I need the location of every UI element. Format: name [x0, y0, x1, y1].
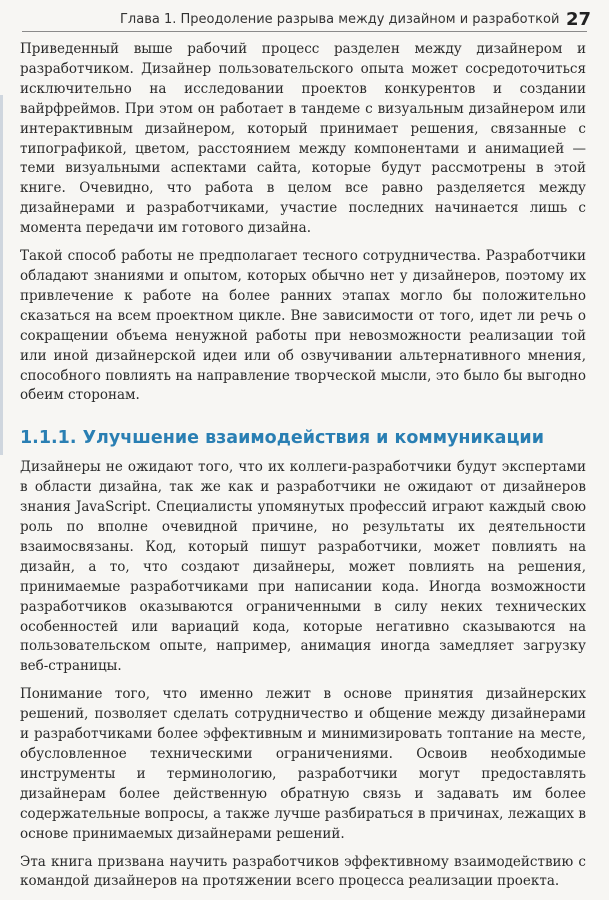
intro-paragraph-2: Такой способ работы не предполагает тесного сотрудничества. Разработчики обладают знаниями и опытом, которых обычно нет у дизайнеров, поэтому их привлечение к работе на более ранних этапах могло бы положительно сказаться на всем проектном цикле. Вне зависимости от того, идет ли речь о сокращении объема ненужной работы при невозможности реализации той или иной дизайнерской идеи или об озвучивании альтернативного мнения, способного повлиять на направление творческой мысли, это было бы выгодно обеим сторонам.	[20, 248, 586, 404]
section-heading: 1.1.1. Улучшение взаимодействия и коммуникации	[20, 428, 544, 449]
section-paragraph-2: Понимание того, что именно лежит в основе принятия дизайнерских решений, позволяет сделать сотрудничество и общение между дизайнерами и разработчиками более эффективным и минимизировать топтание на месте, обусловленное техническими ограничениями. Освоив необходимые инструменты и терминологию, разработчики могут предоставлять дизайнерам более действенную обратную связь и задавать им более содержательные вопросы, а также лучше разбираться в причинах, лежащих в основе принимаемых дизайнерами решений.	[20, 686, 586, 842]
page-number: 27	[565, 8, 591, 30]
running-header	[120, 8, 591, 30]
page-body	[20, 40, 586, 900]
chapter-title: Глава 1. Преодоление разрыва между дизайном и разработкой	[120, 11, 560, 27]
intro-paragraph-1: Приведенный выше рабочий процесс разделен между дизайнером и разработчиком. Дизайнер пользовательского опыта может сосредоточиться исключительно на исследовании проектов конкурентов и создании вайрфреймов. При этом он работает в тандеме с визуальным дизайнером или интерактивным дизайнером, который принимает решения, связанные с типографикой, цветом, расстоянием между компонентами и анимацией — теми визуальными аспектами сайта, которые будут рассмотрены в этой книге. Очевидно, что работа в целом все равно разделяется между дизайнерами и разработчиками, участие последних начинается лишь с момента передачи им готового дизайна.	[20, 41, 586, 237]
section-paragraph-3: Эта книга призвана научить разработчиков эффективному взаимодействию с командой дизайнеров на протяжении всего процесса реализации проекта.	[20, 853, 586, 890]
page-edge-bar	[0, 95, 3, 455]
header-rule	[22, 31, 587, 32]
section-paragraph-1: Дизайнеры не ожидают того, что их коллеги-разработчики будут экспертами в области дизайна, так же как и разработчики не ожидают от дизайнеров знания JavaScript. Специалисты упомянутых профессий играют каждый свою роль по вполне очевидной причине, но результаты их деятельности взаимосвязаны. Код, который пишут разработчики, может повлиять на дизайн, а то, что создают дизайнеры, может повлиять на решения, принимаемые разработчиками при написании кода. Иногда возможности разработчиков оказываются ограниченными в силу неких технических особенностей или вариаций кода, которые негативно сказываются на пользовательском опыте, например, анимация иногда замедляет загрузку веб-страницы.	[20, 459, 586, 675]
